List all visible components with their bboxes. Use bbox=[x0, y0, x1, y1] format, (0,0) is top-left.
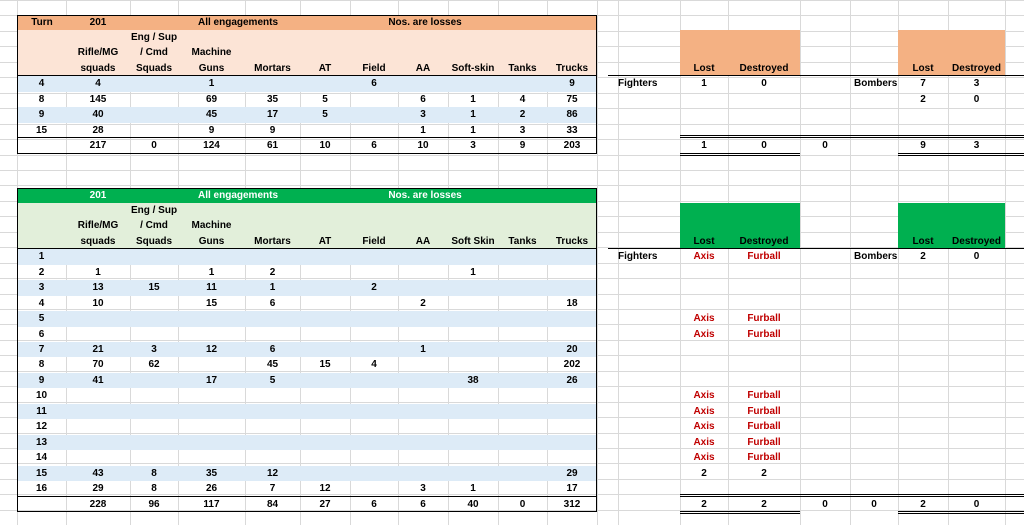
air2-air-cell[interactable]: Axis bbox=[693, 328, 715, 340]
table2-turn-cell[interactable]: 9 bbox=[38, 374, 45, 386]
air1-total-cell[interactable]: 0 bbox=[822, 140, 828, 152]
table2-value-cell[interactable]: 29 bbox=[566, 467, 578, 479]
table1-header-cell[interactable]: AA bbox=[415, 62, 431, 74]
table1-title-number[interactable]: 201 bbox=[89, 16, 107, 28]
table2-value-cell[interactable]: 12 bbox=[319, 483, 331, 495]
table1-value-cell[interactable]: 1 bbox=[208, 78, 215, 90]
air2-total-cell[interactable]: 2 bbox=[920, 498, 926, 510]
table1-total-cell[interactable]: 9 bbox=[519, 140, 526, 152]
table1-header-cell[interactable]: squads bbox=[80, 62, 116, 74]
table2-value-cell[interactable]: 70 bbox=[92, 359, 104, 371]
table2-total-cell[interactable]: 40 bbox=[467, 498, 479, 510]
table1-value-cell[interactable]: 45 bbox=[205, 109, 218, 121]
table2-value-cell[interactable]: 1 bbox=[470, 483, 476, 495]
table2-total-cell[interactable]: 228 bbox=[89, 498, 107, 510]
table1-header-cell[interactable]: Eng / Sup bbox=[130, 31, 178, 43]
table1-header-cell[interactable]: Tanks bbox=[508, 62, 537, 74]
table2-header-cell[interactable]: Tanks bbox=[508, 235, 537, 247]
air2-air-cell[interactable]: Furball bbox=[747, 313, 781, 325]
table1-value-cell[interactable]: 28 bbox=[92, 124, 104, 136]
table2-value-cell[interactable]: 2 bbox=[420, 297, 426, 309]
table1-header-cell[interactable]: Soft-skin bbox=[451, 62, 495, 74]
table2-header-cell[interactable]: AA bbox=[415, 235, 431, 247]
air2-fighter-destroyed-header[interactable]: Destroyed bbox=[739, 235, 789, 247]
table1-header-cell[interactable]: Trucks bbox=[555, 62, 589, 74]
table2-total-cell[interactable]: 312 bbox=[563, 498, 581, 510]
table1-value-cell[interactable]: 9 bbox=[569, 78, 575, 90]
table1-total-cell[interactable]: 217 bbox=[89, 140, 107, 152]
table2-value-cell[interactable]: 5 bbox=[269, 374, 276, 386]
table2-total-cell[interactable]: 84 bbox=[266, 498, 279, 510]
table1-total-cell[interactable]: 6 bbox=[371, 140, 377, 152]
table1-header-cell[interactable]: Machine bbox=[191, 47, 232, 59]
table2-header-cell[interactable]: Squads bbox=[135, 235, 173, 247]
table2-turn-cell[interactable]: 12 bbox=[35, 421, 48, 433]
table1-turn-cell[interactable]: 4 bbox=[38, 78, 45, 90]
air1-total-cell[interactable]: 3 bbox=[973, 140, 980, 152]
table2-value-cell[interactable]: 2 bbox=[269, 266, 276, 278]
air2-air-cell[interactable]: Furball bbox=[747, 390, 781, 402]
table1-value-cell[interactable]: 9 bbox=[208, 124, 215, 136]
table1-value-cell[interactable]: 1 bbox=[470, 124, 476, 136]
table1-value-cell[interactable]: 2 bbox=[519, 109, 526, 121]
table2-value-cell[interactable]: 26 bbox=[566, 374, 578, 386]
table1-value-cell[interactable]: 4 bbox=[95, 78, 101, 90]
air2-air-cell[interactable]: Axis bbox=[693, 313, 715, 325]
air2-total-cell[interactable]: 0 bbox=[973, 498, 980, 510]
table2-total-cell[interactable]: 6 bbox=[371, 498, 377, 510]
air1-air-cell[interactable]: 3 bbox=[973, 78, 980, 90]
air2-air-cell[interactable]: 2 bbox=[761, 467, 767, 479]
air2-air-cell[interactable]: Furball bbox=[747, 436, 781, 448]
air1-air-cell[interactable]: 0 bbox=[761, 78, 767, 90]
table2-total-cell[interactable]: 0 bbox=[519, 498, 526, 510]
air2-total-cell[interactable]: 2 bbox=[701, 498, 707, 510]
table2-value-cell[interactable]: 8 bbox=[151, 467, 157, 479]
air2-bombers-label[interactable]: Bombers bbox=[854, 251, 898, 263]
table1-value-cell[interactable]: 4 bbox=[519, 93, 526, 105]
air1-fighter-lost-header[interactable]: Lost bbox=[693, 62, 715, 74]
table1-value-cell[interactable]: 145 bbox=[89, 93, 107, 105]
air2-air-cell[interactable]: Axis bbox=[693, 452, 715, 464]
table2-value-cell[interactable]: 38 bbox=[467, 374, 479, 386]
table1-header-cell[interactable]: AT bbox=[318, 62, 332, 74]
air2-fighter-lost-header[interactable]: Lost bbox=[693, 235, 715, 247]
table1-header-cell[interactable]: Mortars bbox=[254, 62, 291, 74]
air2-total-cell[interactable]: 2 bbox=[761, 498, 767, 510]
table2-header-cell[interactable]: Soft Skin bbox=[451, 235, 495, 247]
table1-title-engagements[interactable]: All engagements bbox=[197, 16, 279, 28]
table2-value-cell[interactable]: 3 bbox=[420, 483, 426, 495]
air2-fighters-label[interactable]: Fighters bbox=[618, 251, 658, 263]
table2-value-cell[interactable]: 1 bbox=[420, 344, 426, 355]
table2-value-cell[interactable]: 8 bbox=[151, 483, 157, 495]
air1-total-cell[interactable]: 1 bbox=[701, 140, 707, 152]
air1-air-cell[interactable]: 2 bbox=[920, 93, 926, 105]
table2-value-cell[interactable]: 41 bbox=[92, 374, 104, 386]
table2-value-cell[interactable]: 3 bbox=[151, 344, 157, 355]
air2-air-cell[interactable]: Axis bbox=[693, 251, 715, 263]
table2-header-cell[interactable]: / Cmd bbox=[140, 220, 168, 232]
table2-value-cell[interactable]: 15 bbox=[205, 297, 218, 309]
table2-header-cell[interactable]: Rifle/MG bbox=[77, 220, 119, 232]
table2-value-cell[interactable]: 15 bbox=[148, 282, 160, 294]
table2-value-cell[interactable]: 1 bbox=[269, 282, 276, 294]
table1-total-cell[interactable]: 124 bbox=[203, 140, 220, 152]
air1-air-cell[interactable]: 1 bbox=[701, 78, 707, 90]
table2-turn-cell[interactable]: 4 bbox=[38, 297, 45, 309]
table1-value-cell[interactable]: 69 bbox=[205, 93, 218, 105]
table2-header-cell[interactable]: Trucks bbox=[555, 235, 589, 247]
table1-total-cell[interactable]: 10 bbox=[417, 140, 429, 152]
table1-value-cell[interactable]: 1 bbox=[470, 109, 476, 121]
air1-fighters-label[interactable]: Fighters bbox=[618, 78, 658, 90]
table1-value-cell[interactable]: 17 bbox=[266, 109, 279, 121]
table1-value-cell[interactable]: 6 bbox=[371, 78, 377, 90]
air2-bomber-destroyed-header[interactable]: Destroyed bbox=[952, 235, 1001, 247]
table2-value-cell[interactable]: 6 bbox=[269, 297, 276, 309]
air2-bomber-lost-header[interactable]: Lost bbox=[912, 235, 934, 247]
table2-value-cell[interactable]: 7 bbox=[269, 483, 276, 495]
table1-value-cell[interactable]: 9 bbox=[269, 124, 276, 136]
table2-turn-cell[interactable]: 15 bbox=[35, 467, 48, 479]
table2-value-cell[interactable]: 17 bbox=[205, 374, 218, 386]
table2-value-cell[interactable]: 20 bbox=[566, 344, 578, 355]
air2-air-cell[interactable]: 2 bbox=[701, 467, 707, 479]
air2-air-cell[interactable]: Furball bbox=[747, 421, 781, 433]
table2-value-cell[interactable]: 29 bbox=[92, 483, 104, 495]
table2-turn-cell[interactable]: 2 bbox=[38, 266, 45, 278]
air2-air-cell[interactable]: Axis bbox=[693, 421, 715, 433]
table2-value-cell[interactable]: 17 bbox=[566, 483, 578, 495]
table2-turn-cell[interactable]: 13 bbox=[35, 436, 48, 448]
table2-value-cell[interactable]: 13 bbox=[92, 282, 104, 294]
table2-value-cell[interactable]: 12 bbox=[205, 344, 218, 355]
air2-total-cell[interactable]: 0 bbox=[871, 498, 877, 510]
table1-total-cell[interactable]: 61 bbox=[266, 140, 279, 152]
table2-value-cell[interactable]: 1 bbox=[470, 266, 476, 278]
air1-air-cell[interactable]: 7 bbox=[920, 78, 926, 90]
table2-value-cell[interactable]: 11 bbox=[206, 282, 217, 294]
table2-value-cell[interactable]: 18 bbox=[566, 297, 578, 309]
air2-air-cell[interactable]: Axis bbox=[693, 390, 715, 402]
table2-value-cell[interactable]: 21 bbox=[92, 344, 104, 355]
table2-value-cell[interactable]: 43 bbox=[92, 467, 104, 479]
air2-air-cell[interactable]: Furball bbox=[747, 405, 781, 417]
table2-value-cell[interactable]: 45 bbox=[266, 359, 279, 371]
table2-header-cell[interactable]: Mortars bbox=[254, 235, 291, 247]
table1-header-cell[interactable]: Rifle/MG bbox=[77, 47, 119, 59]
table2-value-cell[interactable]: 10 bbox=[92, 297, 104, 309]
air1-fighter-destroyed-header[interactable]: Destroyed bbox=[739, 62, 789, 74]
table1-value-cell[interactable]: 5 bbox=[322, 93, 328, 105]
table2-turn-cell[interactable]: 14 bbox=[35, 452, 48, 464]
air2-air-cell[interactable]: 2 bbox=[920, 251, 926, 263]
table2-total-cell[interactable]: 96 bbox=[148, 498, 160, 510]
table2-turn-cell[interactable]: 8 bbox=[38, 359, 45, 371]
table1-total-cell[interactable]: 3 bbox=[470, 140, 476, 152]
table1-total-cell[interactable]: 10 bbox=[319, 140, 331, 152]
table1-value-cell[interactable]: 75 bbox=[566, 93, 578, 105]
table2-turn-cell[interactable]: 11 bbox=[36, 405, 47, 417]
air1-bombers-label[interactable]: Bombers bbox=[854, 78, 898, 90]
table2-value-cell[interactable]: 2 bbox=[371, 282, 377, 294]
table1-total-cell[interactable]: 0 bbox=[151, 140, 157, 152]
table2-turn-cell[interactable]: 16 bbox=[35, 483, 48, 495]
table1-value-cell[interactable]: 35 bbox=[266, 93, 279, 105]
air2-air-cell[interactable]: Furball bbox=[747, 328, 781, 340]
table1-value-cell[interactable]: 5 bbox=[322, 109, 328, 121]
table2-header-cell[interactable]: Eng / Sup bbox=[130, 204, 178, 216]
air2-air-cell[interactable]: Axis bbox=[693, 436, 715, 448]
air1-total-cell[interactable]: 0 bbox=[761, 140, 767, 152]
air1-bomber-lost-header[interactable]: Lost bbox=[912, 62, 934, 74]
air1-bomber-destroyed-header[interactable]: Destroyed bbox=[952, 62, 1001, 74]
air2-total-cell[interactable]: 0 bbox=[822, 498, 828, 510]
table2-header-cell[interactable]: AT bbox=[318, 235, 332, 247]
table1-value-cell[interactable]: 86 bbox=[566, 109, 578, 121]
table2-value-cell[interactable]: 26 bbox=[205, 483, 218, 495]
table2-value-cell[interactable]: 62 bbox=[148, 359, 160, 371]
table2-value-cell[interactable]: 12 bbox=[266, 467, 279, 479]
table1-value-cell[interactable]: 40 bbox=[92, 109, 104, 121]
table2-value-cell[interactable]: 1 bbox=[208, 266, 215, 278]
air1-total-cell[interactable]: 9 bbox=[920, 140, 926, 152]
table2-title-engagements[interactable]: All engagements bbox=[197, 189, 279, 201]
table2-header-cell[interactable]: Machine bbox=[191, 220, 232, 232]
table2-header-cell[interactable]: Field bbox=[362, 235, 386, 247]
table1-value-cell[interactable]: 3 bbox=[519, 124, 526, 136]
table2-total-cell[interactable]: 6 bbox=[420, 498, 426, 510]
air2-air-cell[interactable]: 0 bbox=[973, 251, 980, 263]
table2-title-number[interactable]: 201 bbox=[89, 189, 107, 201]
table2-value-cell[interactable]: 4 bbox=[371, 359, 377, 371]
table1-value-cell[interactable]: 1 bbox=[420, 124, 426, 136]
air2-air-cell[interactable]: Furball bbox=[747, 452, 781, 464]
table1-header-cell[interactable]: Guns bbox=[198, 62, 225, 74]
table1-turn-cell[interactable]: 9 bbox=[38, 109, 45, 121]
table2-total-cell[interactable]: 27 bbox=[319, 498, 331, 510]
air2-air-cell[interactable]: Axis bbox=[693, 405, 715, 417]
table2-value-cell[interactable]: 1 bbox=[95, 266, 101, 278]
table2-total-cell[interactable]: 117 bbox=[203, 498, 220, 510]
table1-total-cell[interactable]: 203 bbox=[563, 140, 581, 152]
air1-mid2-total-rule bbox=[850, 135, 898, 138]
table2-header-underline bbox=[17, 248, 597, 249]
table2-value-cell[interactable]: 202 bbox=[563, 359, 581, 371]
air1-air-cell[interactable]: 0 bbox=[973, 93, 980, 105]
table2-turn-cell[interactable]: 3 bbox=[38, 282, 45, 294]
table2-turn-cell[interactable]: 1 bbox=[38, 251, 45, 263]
table1-header-cell[interactable]: / Cmd bbox=[140, 47, 168, 59]
table1-value-cell[interactable]: 6 bbox=[420, 93, 426, 105]
table1-header-cell[interactable]: Field bbox=[362, 62, 386, 74]
table1-value-cell[interactable]: 33 bbox=[566, 124, 578, 136]
table2-turn-cell[interactable]: 5 bbox=[38, 313, 45, 325]
table1-turn-cell[interactable]: 15 bbox=[35, 124, 48, 136]
table2-turn-cell[interactable]: 7 bbox=[38, 344, 45, 355]
table2-turn-cell[interactable]: 10 bbox=[35, 390, 48, 402]
table1-header-cell[interactable]: Squads bbox=[135, 62, 173, 74]
table1-title-note[interactable]: Nos. are losses bbox=[388, 16, 462, 28]
table2-value-cell[interactable]: 6 bbox=[269, 344, 276, 355]
table2-turn-cell[interactable]: 6 bbox=[38, 328, 45, 340]
table1-value-cell[interactable]: 1 bbox=[470, 93, 476, 105]
table1-turn-cell[interactable]: 8 bbox=[38, 93, 45, 105]
table1-title-turn[interactable]: Turn bbox=[31, 16, 53, 28]
table2-header-cell[interactable]: Guns bbox=[198, 235, 225, 247]
table2-value-cell[interactable]: 35 bbox=[205, 467, 218, 479]
table2-value-cell[interactable]: 15 bbox=[319, 359, 331, 371]
table2-header-cell[interactable]: squads bbox=[80, 235, 116, 247]
table1-value-cell[interactable]: 3 bbox=[420, 109, 426, 121]
table2-title-note[interactable]: Nos. are losses bbox=[388, 189, 462, 201]
air2-air-cell[interactable]: Furball bbox=[747, 251, 781, 263]
